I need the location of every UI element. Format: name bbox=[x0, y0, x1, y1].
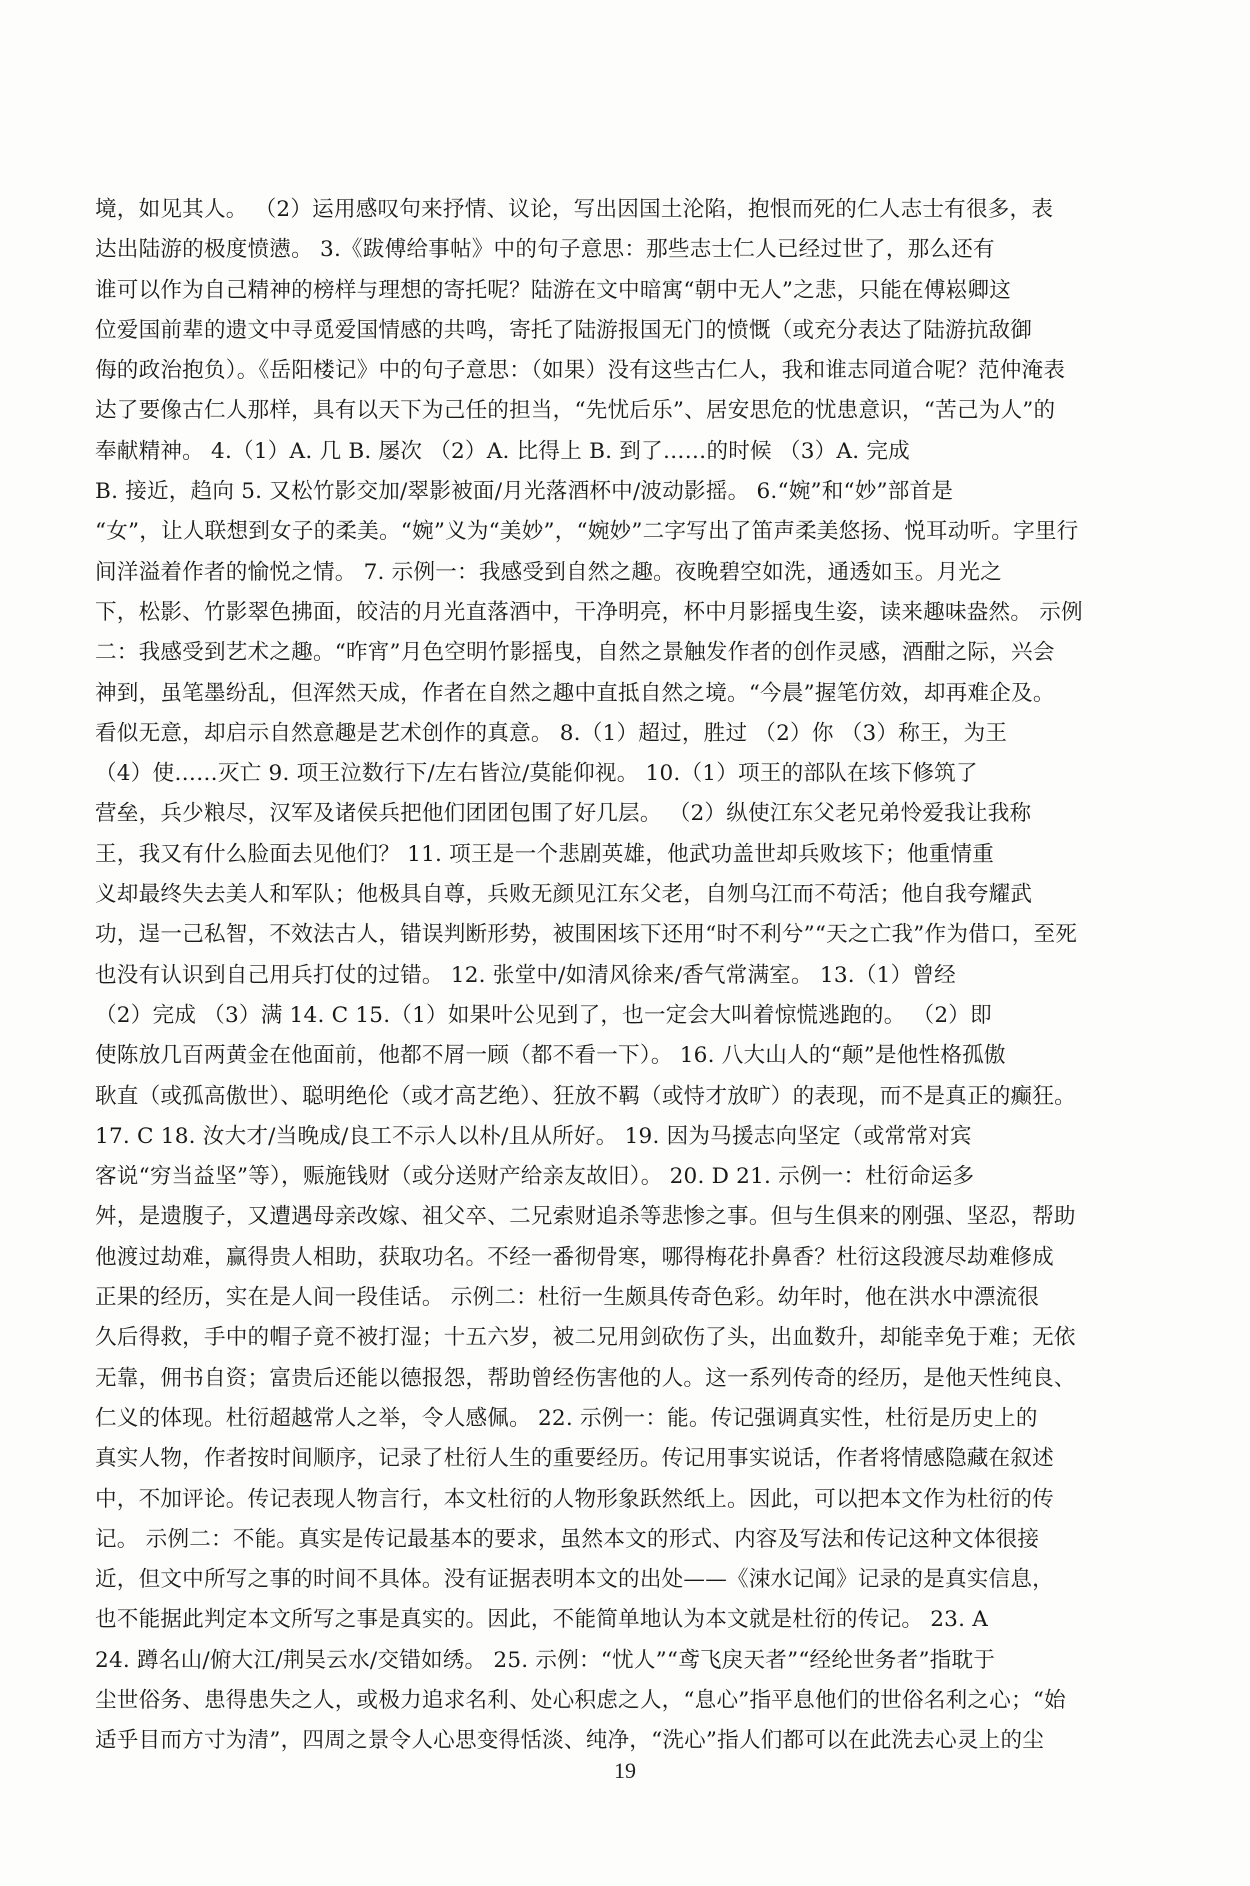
text-line: （4）使……灭亡 9. 项王泣数行下/左右皆泣/莫能仰视。 10.（1）项王的部队在垓下修筑了 bbox=[95, 761, 978, 787]
text-line: 也没有认识到自己用兵打仗的过错。 12. 张堂中/如清风徐来/香气常满室。 13.（1）曾经 bbox=[95, 962, 956, 988]
text-line: 达了要像古仁人那样，具有以天下为己任的担当，“先忧后乐”、居安思危的忧患意识，“苦己为人”的 bbox=[95, 398, 1056, 424]
text-line: 正果的经历，实在是人间一段佳话。 示例二：杜衍一生颇具传奇色彩。幼年时，他在洪水中漂流很 bbox=[95, 1285, 1040, 1311]
text-line: 近，但文中所写之事的时间不具体。没有证据表明本文的出处——《涑水记闻》记录的是真实信息， bbox=[95, 1567, 1054, 1593]
text-line: 舛，是遗腹子，又遭遇母亲改嫁、祖父卒、二兄索财追杀等悲惨之事。但与生俱来的刚强、坚忍，帮助 bbox=[95, 1204, 1076, 1230]
text-line: 二：我感受到艺术之趣。“昨宵”月色空明竹影摇曳，自然之景触发作者的创作灵感，酒酣之际，兴会 bbox=[95, 640, 1055, 666]
text-line: 看似无意，却启示自然意趣是艺术创作的真意。 8.（1）超过，胜过 （2）你 （3）称王，为王 bbox=[95, 720, 1008, 746]
text-line: 谁可以作为自己精神的榜样与理想的寄托呢？陆游在文中暗寓“朝中无人”之悲，只能在傅崧卿这 bbox=[95, 277, 1012, 303]
text-line: 无靠，佣书自资；富贵后还能以德报怨，帮助曾经伤害他的人。这一系列传奇的经历，是他天性纯良、 bbox=[95, 1365, 1076, 1391]
text-line: 义却最终失去美人和军队；他极具自尊，兵败无颜见江东父老，自刎乌江而不苟活；他自我夸耀武 bbox=[95, 882, 1033, 908]
text-line: 17. C 18. 汝大才/当晚成/良工不示人以朴/且从所好。 19. 因为马援志向坚定（或常常对宾 bbox=[95, 1123, 972, 1149]
text-line: 他渡过劫难，赢得贵人相助，获取功名。不经一番彻骨寒，哪得梅花扑鼻香？杜衍这段渡尽劫难修成 bbox=[95, 1244, 1054, 1270]
text-line: 记。 示例二：不能。真实是传记最基本的要求，虽然本文的形式、内容及写法和传记这种文体很接 bbox=[95, 1526, 1040, 1552]
text-line: 适乎目而方寸为清”，四周之景令人心思变得恬淡、纯净，“洗心”指人们都可以在此洗去心灵上的尘 bbox=[95, 1728, 1045, 1754]
text-line: 位爱国前辈的遗文中寻觅爱国情感的共鸣，寄托了陆游报国无门的愤慨（或充分表达了陆游抗敌御 bbox=[95, 317, 1033, 343]
answer-text-block bbox=[95, 190, 1157, 1762]
text-line: 下，松影、竹影翠色拂面，皎洁的月光直落酒中，干净明亮，杯中月影摇曳生姿，读来趣味盎然。 示例 bbox=[95, 599, 1083, 625]
text-line: 尘世俗务、患得患失之人，或极力追求名利、处心积虑之人，“息心”指平息他们的世俗名利之心；“始 bbox=[95, 1687, 1066, 1713]
page-number: 19 bbox=[614, 1758, 636, 1783]
text-line: 营垒，兵少粮尽，汉军及诸侯兵把他们团团包围了好几层。 （2）纵使江东父老兄弟怜爱我让我称 bbox=[95, 801, 1032, 827]
text-line: 侮的政治抱负）。《岳阳楼记》中的句子意思：（如果）没有这些古仁人，我和谁志同道合呢？范仲淹表 bbox=[95, 358, 1066, 384]
text-line: 耿直（或孤高傲世）、聪明绝伦（或才高艺绝）、狂放不羁（或恃才放旷）的表现，而不是真正的癫狂。 bbox=[95, 1083, 1076, 1109]
text-line: 达出陆游的极度愤懑。 3.《跋傅给事帖》中的句子意思：那些志士仁人已经过世了，那么还有 bbox=[95, 237, 995, 263]
text-line: （2）完成 （3）满 14. C 15.（1）如果叶公见到了，也一定会大叫着惊慌逃跑的。 （2）即 bbox=[95, 1002, 992, 1028]
text-line: 间洋溢着作者的愉悦之情。 7. 示例一：我感受到自然之趣。夜晚碧空如洗，通透如玉。月光之 bbox=[95, 559, 1002, 585]
text-line: 王，我又有什么脸面去见他们？ 11. 项王是一个悲剧英雄，他武功盖世却兵败垓下；他重情重 bbox=[95, 841, 995, 867]
text-line: 24. 蹲名山/俯大江/荆吴云水/交错如绣。 25. 示例：“忧人”“鸢飞戾天者”“经纶世务者”指耽于 bbox=[95, 1647, 996, 1673]
text-line: 客说“穷当益坚”等），赈施钱财（或分送财产给亲友故旧）。 20. D 21. 示例一：杜衍命运多 bbox=[95, 1164, 975, 1190]
text-line: 功，逞一己私智，不效法古人，错误判断形势，被围困垓下还用“时不利兮”“天之亡我”作为借口，至死 bbox=[95, 922, 1078, 948]
text-line: “女”，让人联想到女子的柔美。“婉”义为“美妙”，“婉妙”二字写出了笛声柔美悠扬、悦耳动听。字里行 bbox=[95, 519, 1079, 545]
text-line: 境，如见其人。 （2）运用感叹句来抒情、议论，写出因国土沦陷，抱恨而死的仁人志士有很多，表 bbox=[95, 197, 1054, 222]
text-line: 奉献精神。 4.（1）A. 几 B. 屡次 （2）A. 比得上 B. 到了……的时候 （3）A. 完成 bbox=[95, 438, 910, 464]
text-line: 真实人物，作者按时间顺序，记录了杜衍人生的重要经历。传记用事实说话，作者将情感隐藏在叙述 bbox=[95, 1446, 1054, 1472]
text-line: 中，不加评论。传记表现人物言行，本文杜衍的人物形象跃然纸上。因此，可以把本文作为杜衍的传 bbox=[95, 1486, 1054, 1512]
text-line: 也不能据此判定本文所写之事是真实的。因此，不能简单地认为本文就是杜衍的传记。 23. A bbox=[95, 1607, 989, 1633]
text-line: B. 接近，趋向 5. 又松竹影交加/翠影被面/月光落酒杯中/波动影摇。 6.“婉”和“妙”部首是 bbox=[95, 479, 954, 505]
text-line: 神到，虽笔墨纷乱，但浑然天成，作者在自然之趣中直抵自然之境。“今晨”握笔仿效，却再难企及。 bbox=[95, 680, 1055, 706]
text-line: 久后得救，手中的帽子竟不被打湿；十五六岁，被二兄用剑砍伤了头，出血数升，却能幸免于难；无依 bbox=[95, 1325, 1076, 1351]
text-line: 仁义的体现。杜衍超越常人之举，令人感佩。 22. 示例一：能。传记强调真实性，杜衍是历史上的 bbox=[95, 1405, 1038, 1431]
text-line: 使陈放几百两黄金在他面前，他都不屑一顾（都不看一下）。 16. 八大山人的“颠”是他性格孤傲 bbox=[95, 1043, 1006, 1069]
